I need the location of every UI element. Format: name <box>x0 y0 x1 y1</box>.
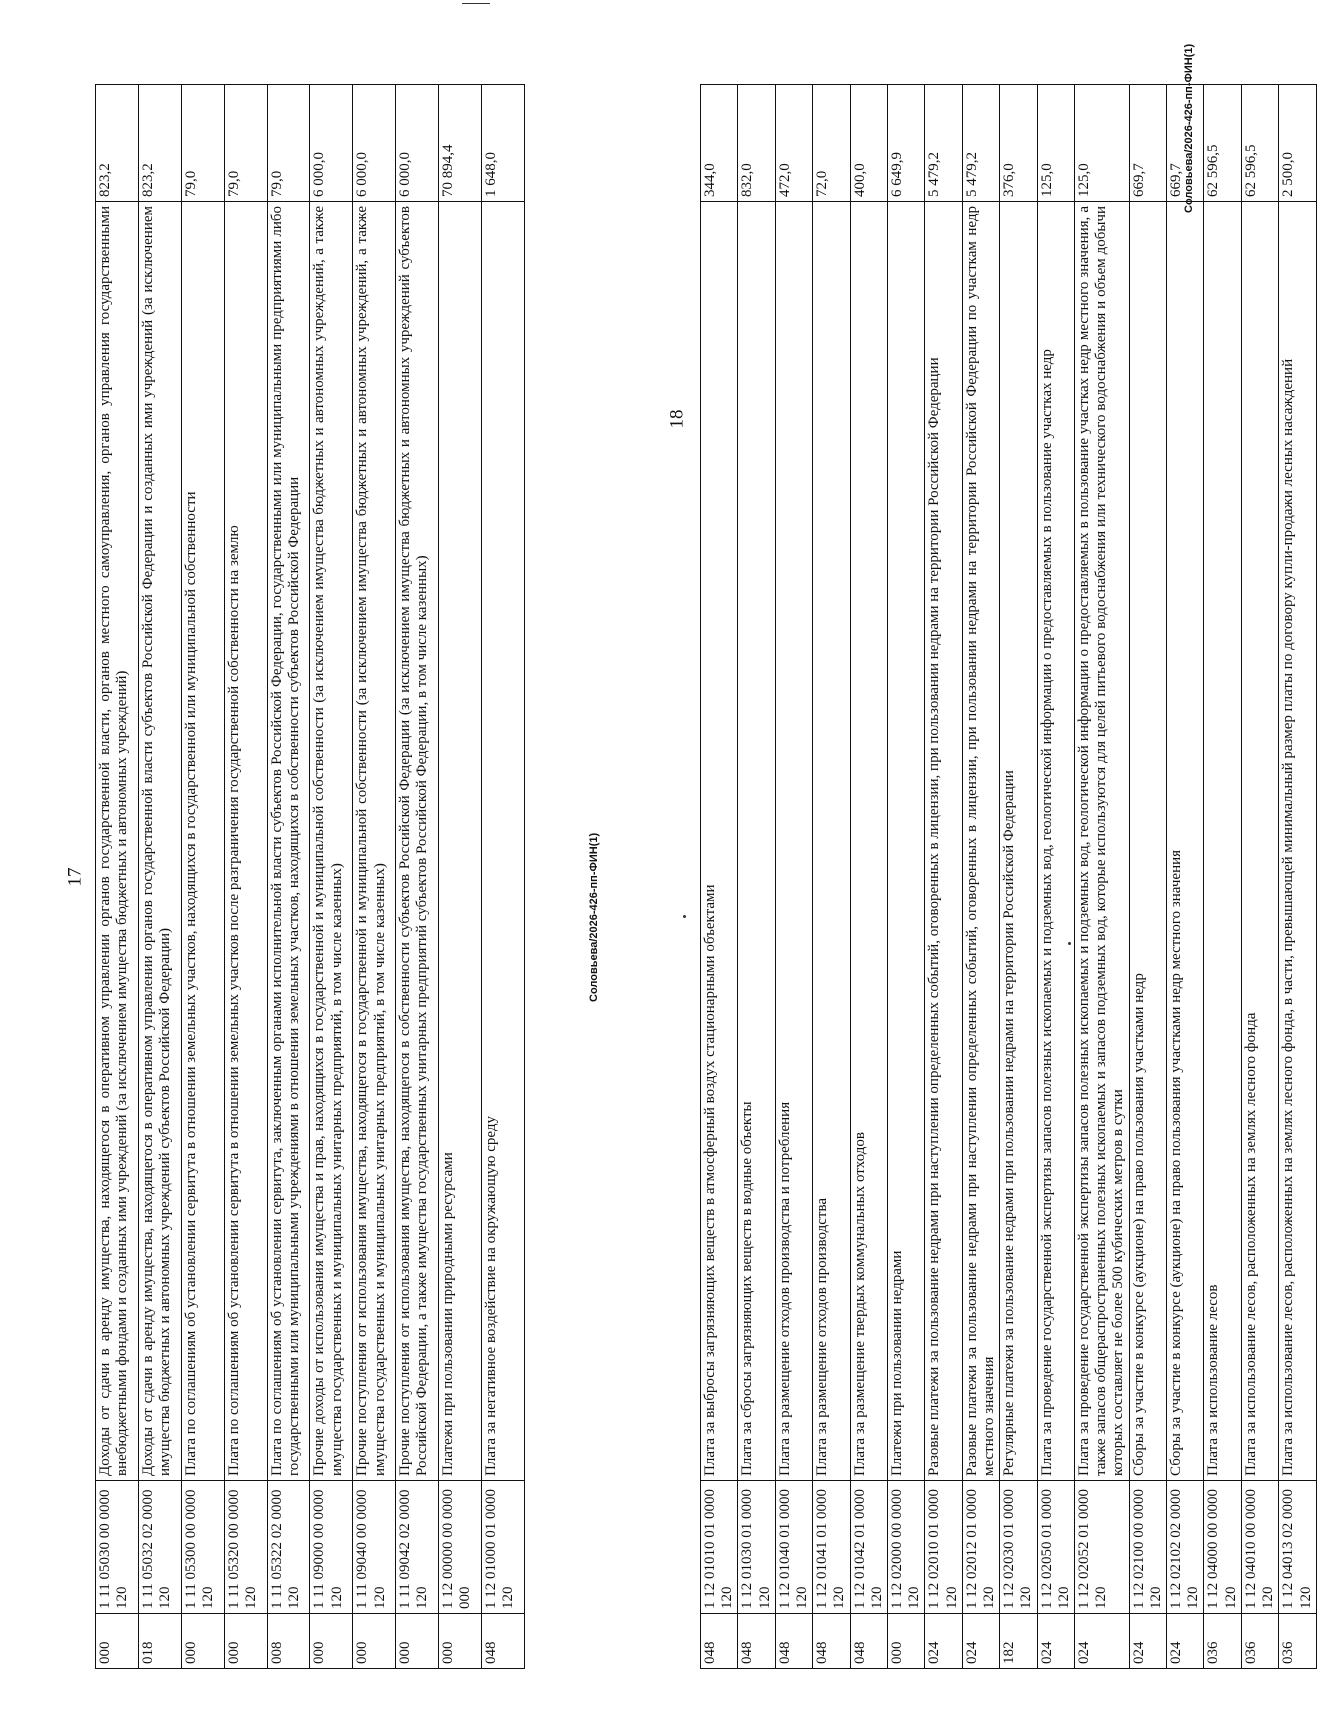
income-name-cell: Доходы от сдачи в аренду имущества, находящегося в оперативном управлении органов государственной власти субъектов Российской Федерации и созданных ими учреждений (за исключением имущества бюджетных и автономных учреждений субъектов Российской Федерации) <box>138 202 181 1481</box>
amount-cell: 669,7 <box>1129 85 1166 202</box>
admin-code-cell: 048 <box>813 1614 850 1669</box>
budget-code-cell: 1 12 04010 00 0000 120 <box>1241 1481 1278 1614</box>
amount-cell: 400,0 <box>850 85 887 202</box>
amount-cell: 6 649,9 <box>888 85 925 202</box>
admin-code-cell: 036 <box>1204 1614 1241 1669</box>
income-name-cell: Плата за использование лесов <box>1204 202 1241 1481</box>
table-row <box>962 85 999 1669</box>
admin-code-cell: 024 <box>1129 1614 1166 1669</box>
budget-code-cell: 1 11 05320 00 0000 120 <box>224 1481 267 1614</box>
amount-cell: 832,0 <box>738 85 775 202</box>
amount-cell: 125,0 <box>1037 85 1074 202</box>
income-name-cell: Плата за размещение отходов производства и потребления <box>775 202 812 1481</box>
budget-code-cell: 1 12 02012 01 0000 120 <box>962 1481 999 1614</box>
table-row <box>267 85 310 1669</box>
table-row <box>482 85 525 1669</box>
footer-file-tag-right: Соловьева/2026-426-пп-ФИН(1) <box>1183 43 1195 213</box>
admin-code-cell: 024 <box>962 1614 999 1669</box>
income-name-cell: Прочие поступления от использования имущества, находящегося в собственности субъектов Российской Федерации (за исключением имущества бюджетных и автономных учреждений субъектов Российской Федерации, а также имущества государственных унитарных предприятий субъектов Российской Федерации, в том числе казенных) <box>396 202 439 1481</box>
income-name-cell: Плата за размещение отходов производства <box>813 202 850 1481</box>
income-name-cell: Плата по соглашениям об установлении сервитута в отношении земельных участков, находящихся в государственной или муниципальной собственности <box>181 202 224 1481</box>
admin-code-cell: 000 <box>396 1614 439 1669</box>
budget-code-cell: 1 12 04000 00 0000 120 <box>1204 1481 1241 1614</box>
budget-code-cell: 1 12 02052 01 0000 120 <box>1075 1481 1130 1614</box>
budget-code-cell: 1 12 04013 02 0000 120 <box>1279 1481 1316 1614</box>
admin-code-cell: 000 <box>439 1614 482 1669</box>
admin-code-cell: 024 <box>1075 1614 1130 1669</box>
admin-code-cell: 000 <box>224 1614 267 1669</box>
table-row <box>775 85 812 1669</box>
income-name-cell: Сборы за участие в конкурсе (аукционе) на право пользования участками недр местного значения <box>1167 202 1204 1481</box>
income-name-cell: Плата за размещение твердых коммунальных отходов <box>850 202 887 1481</box>
amount-cell: 62 596,5 <box>1241 85 1278 202</box>
income-name-cell: Платежи при пользовании природными ресурсами <box>439 202 482 1481</box>
income-name-cell: Доходы от сдачи в аренду имущества, находящегося в оперативном управлении органов государственной власти, органов местного самоуправления, органов управления государственными внебюджетными фондами и созданных ими учреждений (за исключением имущества бюджетных и автономных учреждений) <box>96 202 139 1481</box>
table-row <box>1204 85 1241 1669</box>
amount-cell: 5 479,2 <box>925 85 962 202</box>
amount-cell: 72,0 <box>813 85 850 202</box>
admin-code-cell: 000 <box>96 1614 139 1669</box>
table-row <box>850 85 887 1669</box>
table-row <box>1167 85 1204 1669</box>
table-body-left <box>96 85 525 1669</box>
amount-cell: 376,0 <box>1000 85 1037 202</box>
income-name-cell: Прочие доходы от использования имущества и прав, находящихся в государственной и муниципальной собственности (за исключением имущества бюджетных и автономных учреждений, а также имущества государственных и муниципальных унитарных предприятий, в том числе казенных) <box>310 202 353 1481</box>
admin-code-cell: 018 <box>138 1614 181 1669</box>
admin-code-cell: 024 <box>1167 1614 1204 1669</box>
scan-mark <box>462 3 490 4</box>
budget-code-cell: 1 11 09040 00 0000 120 <box>353 1481 396 1614</box>
table-row <box>138 85 181 1669</box>
admin-code-cell: 000 <box>353 1614 396 1669</box>
admin-code-cell: 048 <box>775 1614 812 1669</box>
amount-cell: 6 000,0 <box>396 85 439 202</box>
amount-cell: 823,2 <box>138 85 181 202</box>
budget-code-cell: 1 11 05030 00 0000 120 <box>96 1481 139 1614</box>
income-name-cell: Плата за использование лесов, расположенных на землях лесного фонда, в части, превышающей минимальный размер платы по договору купли-продажи лесных насаждений <box>1279 202 1316 1481</box>
amount-cell: 344,0 <box>701 85 738 202</box>
amount-cell: 6 000,0 <box>353 85 396 202</box>
footer-file-tag-left: Соловьева/2026-426-пп-ФИН(1) <box>588 832 600 1002</box>
amount-cell: 79,0 <box>181 85 224 202</box>
budget-code-cell: 1 12 01040 01 0000 120 <box>775 1481 812 1614</box>
admin-code-cell: 008 <box>267 1614 310 1669</box>
amount-cell: 70 894,4 <box>439 85 482 202</box>
table-row <box>1037 85 1074 1669</box>
table-row <box>1075 85 1130 1669</box>
budget-code-cell: 1 11 05300 00 0000 120 <box>181 1481 224 1614</box>
budget-code-cell: 1 11 05032 02 0000 120 <box>138 1481 181 1614</box>
amount-cell: 472,0 <box>775 85 812 202</box>
budget-code-cell: 1 12 01042 01 0000 120 <box>850 1481 887 1614</box>
income-name-cell: Прочие поступления от использования имущества, находящегося в государственной и муниципальной собственности (за исключением имущества бюджетных и автономных учреждений, а также имущества государственных и муниципальных унитарных предприятий, в том числе казенных) <box>353 202 396 1481</box>
budget-code-cell: 1 12 02010 01 0000 120 <box>925 1481 962 1614</box>
budget-code-cell: 1 12 01041 01 0000 120 <box>813 1481 850 1614</box>
budget-code-cell: 1 12 01010 01 0000 120 <box>701 1481 738 1614</box>
amount-cell: 125,0 <box>1075 85 1130 202</box>
admin-code-cell: 024 <box>1037 1614 1074 1669</box>
amount-cell: 79,0 <box>267 85 310 202</box>
admin-code-cell: 000 <box>181 1614 224 1669</box>
income-name-cell: Плата за проведение государственной экспертизы запасов полезных ископаемых и подземных вод, геологической информации о предоставляемых в пользование участках недр <box>1037 202 1074 1481</box>
table-row <box>224 85 267 1669</box>
income-name-cell: Разовые платежи за пользование недрами при наступлении определенных событий, оговоренных в лицензии, при пользовании недрами на территории Российской Федерации <box>925 202 962 1481</box>
income-name-cell: Платежи при пользовании недрами <box>888 202 925 1481</box>
income-name-cell: Регулярные платежи за пользование недрами при пользовании недрами на территории Российской Федерации <box>1000 202 1037 1481</box>
budget-code-cell: 1 12 01030 01 0000 120 <box>738 1481 775 1614</box>
table-body-right <box>701 85 1317 1669</box>
income-name-cell: Плата за негативное воздействие на окружающую среду <box>482 202 525 1481</box>
admin-code-cell: 000 <box>888 1614 925 1669</box>
admin-code-cell: 048 <box>701 1614 738 1669</box>
budget-code-cell: 1 12 02100 00 0000 120 <box>1129 1481 1166 1614</box>
budget-code-cell: 1 12 01000 01 0000 120 <box>482 1481 525 1614</box>
budget-code-cell: 1 12 02030 01 0000 120 <box>1000 1481 1037 1614</box>
budget-code-cell: 1 11 09000 00 0000 120 <box>310 1481 353 1614</box>
amount-cell: 669,7 <box>1167 85 1204 202</box>
budget-code-cell: 1 12 00000 00 0000 000 <box>439 1481 482 1614</box>
income-name-cell: Разовые платежи за пользование недрами при наступлении определенных событий, оговоренных в лицензии, при пользовании недрами на территории Российской Федерации по участкам недр местного значения <box>962 202 999 1481</box>
admin-code-cell: 048 <box>482 1614 525 1669</box>
amount-cell: 79,0 <box>224 85 267 202</box>
income-name-cell: Плата за использование лесов, расположенных на землях лесного фонда <box>1241 202 1278 1481</box>
admin-code-cell: 048 <box>738 1614 775 1669</box>
amount-cell: 5 479,2 <box>962 85 999 202</box>
admin-code-cell: 048 <box>850 1614 887 1669</box>
admin-code-cell: 036 <box>1279 1614 1316 1669</box>
table-row <box>888 85 925 1669</box>
amount-cell: 1 648,0 <box>482 85 525 202</box>
budget-code-cell: 1 12 02000 00 0000 120 <box>888 1481 925 1614</box>
income-name-cell: Плата за выбросы загрязняющих веществ в атмосферный воздух стационарными объектами <box>701 202 738 1481</box>
amount-cell: 823,2 <box>96 85 139 202</box>
amount-cell: 62 596,5 <box>1204 85 1241 202</box>
income-name-cell: Плата за проведение государственной экспертизы запасов полезных ископаемых и подземных вод, геологической информации о предоставляемых в пользование участках недр местного значения, а также запасов общераспространенных полезных ископаемых и запасов подземных вод, которые используются для целей питьевого водоснабжения или технического водоснабжения и объем добычи которых составляет не более 500 кубических метров в сутки <box>1075 202 1130 1481</box>
admin-code-cell: 024 <box>925 1614 962 1669</box>
table-row <box>1241 85 1278 1669</box>
income-name-cell: Плата по соглашениям об установлении сервитута, заключенным органами исполнительной власти субъектов Российской Федерации, государственными или муниципальными предприятиями либо государственными или муниципальными учреждениями в отношении земельных участков, находящихся в собственности субъектов Российской Федерации <box>267 202 310 1481</box>
budget-code-cell: 1 12 02102 02 0000 120 <box>1167 1481 1204 1614</box>
budget-code-cell: 1 12 02050 01 0000 120 <box>1037 1481 1074 1614</box>
income-table-left <box>95 84 525 1669</box>
scan-speck <box>683 915 686 918</box>
table-row <box>396 85 439 1669</box>
budget-code-cell: 1 11 09042 02 0000 120 <box>396 1481 439 1614</box>
amount-cell: 2 500,0 <box>1279 85 1316 202</box>
table-row <box>96 85 139 1669</box>
page-number-left: 17 <box>64 867 86 887</box>
admin-code-cell: 182 <box>1000 1614 1037 1669</box>
budget-code-cell: 1 11 05322 02 0000 120 <box>267 1481 310 1614</box>
income-name-cell: Сборы за участие в конкурсе (аукционе) на право пользования участками недр <box>1129 202 1166 1481</box>
table-row <box>1279 85 1316 1669</box>
table-row <box>813 85 850 1669</box>
table-row <box>310 85 353 1669</box>
page-number-right: 18 <box>666 409 688 429</box>
table-row <box>181 85 224 1669</box>
income-name-cell: Плата по соглашениям об установлении сервитута в отношении земельных участков после разграничения государственной собственности на землю <box>224 202 267 1481</box>
table-row <box>439 85 482 1669</box>
table-row <box>1000 85 1037 1669</box>
table-row <box>738 85 775 1669</box>
amount-cell: 6 000,0 <box>310 85 353 202</box>
table-row <box>925 85 962 1669</box>
table-row <box>701 85 738 1669</box>
admin-code-cell: 000 <box>310 1614 353 1669</box>
table-row <box>353 85 396 1669</box>
income-name-cell: Плата за сбросы загрязняющих веществ в водные объекты <box>738 202 775 1481</box>
admin-code-cell: 036 <box>1241 1614 1278 1669</box>
table-row <box>1129 85 1166 1669</box>
